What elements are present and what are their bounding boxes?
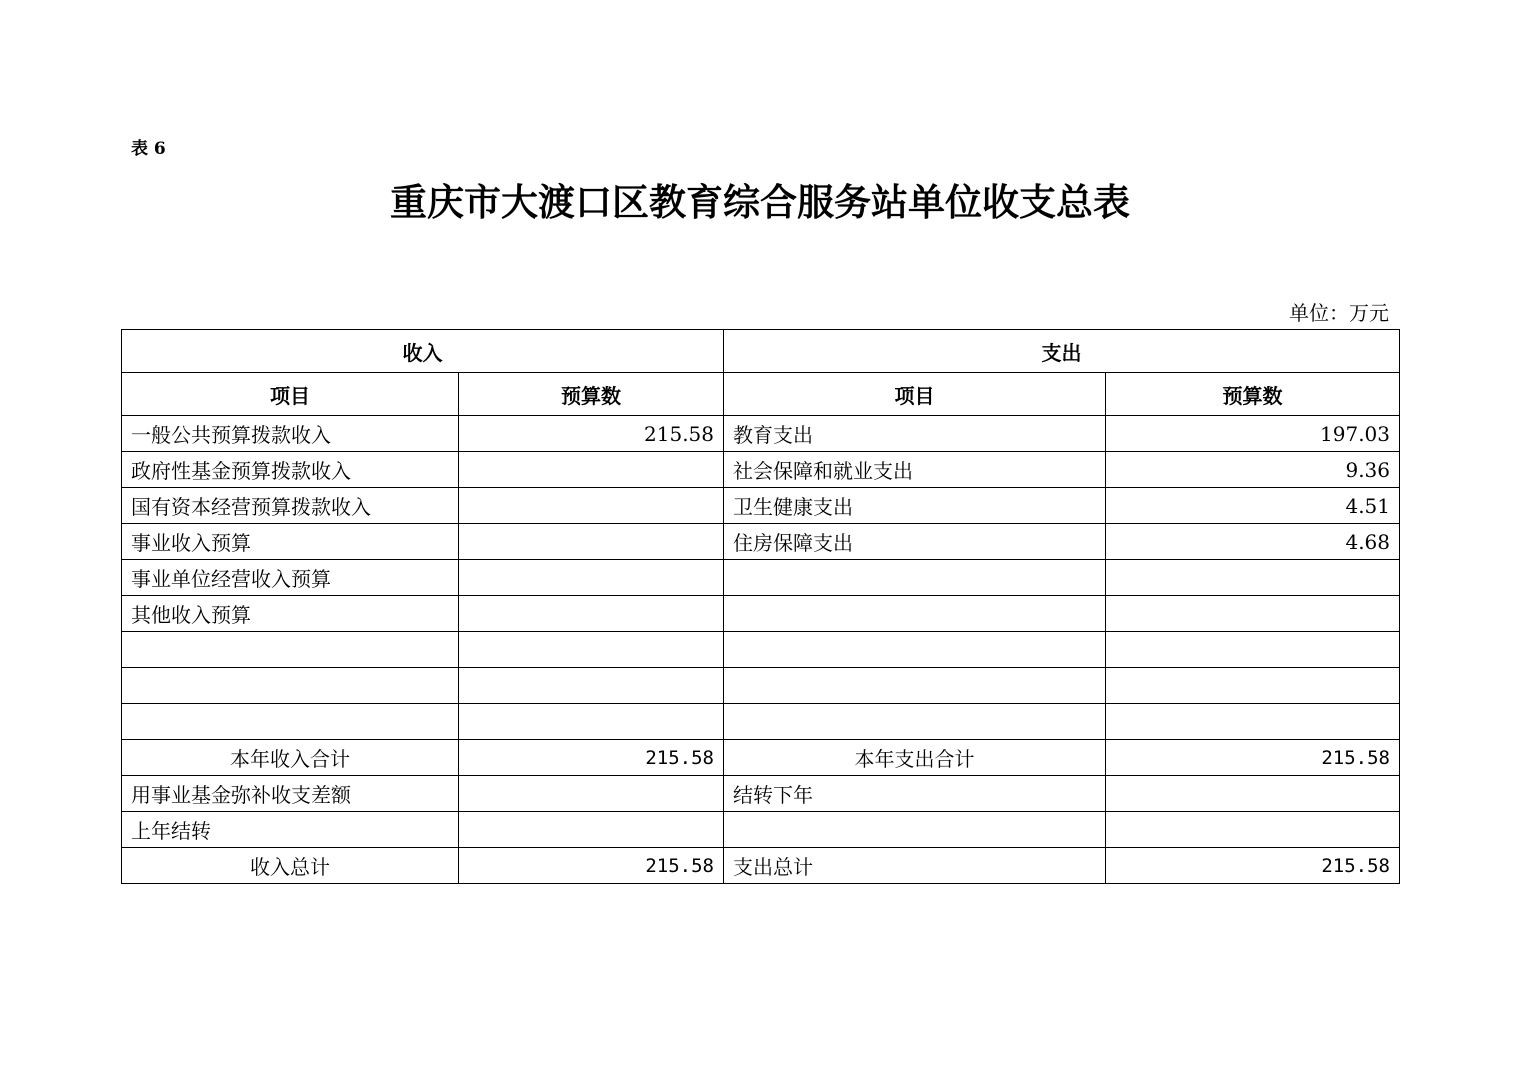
- expense-value-cell: [1106, 776, 1400, 812]
- income-value-cell: [459, 704, 724, 740]
- income-subtotal-label: 本年收入合计: [122, 740, 459, 776]
- expense-value-cell: 9.36: [1106, 452, 1400, 488]
- table-row: [122, 452, 1400, 488]
- income-value-cell: [459, 524, 724, 560]
- income-total-label: 收入总计: [122, 848, 459, 884]
- group-header-row: [122, 330, 1400, 373]
- page-title: 重庆市大渡口区教育综合服务站单位收支总表: [390, 181, 1130, 224]
- income-item-cell: 政府性基金预算拨款收入: [122, 452, 459, 488]
- unit-label: 单位：万元: [1289, 301, 1389, 325]
- income-item-cell: 国有资本经营预算拨款收入: [122, 488, 459, 524]
- income-value-cell: 215.58: [459, 416, 724, 452]
- expense-item-cell: [724, 812, 1106, 848]
- expense-item-cell: 住房保障支出: [724, 524, 1106, 560]
- table-row: [122, 704, 1400, 740]
- income-value-cell: [459, 812, 724, 848]
- income-item-cell: 其他收入预算: [122, 596, 459, 632]
- expense-total-label: 支出总计: [724, 848, 1106, 884]
- expense-value-cell: 4.51: [1106, 488, 1400, 524]
- expense-item-cell: 社会保障和就业支出: [724, 452, 1106, 488]
- table-row: [122, 668, 1400, 704]
- table-row: [122, 812, 1400, 848]
- table-row: [122, 776, 1400, 812]
- income-item-cell: [122, 704, 459, 740]
- income-item-cell: [122, 668, 459, 704]
- expense-subtotal-label: 本年支出合计: [724, 740, 1106, 776]
- budget-summary-table: [121, 329, 1400, 884]
- income-value-cell: [459, 776, 724, 812]
- expense-total-value: 215.58: [1106, 848, 1400, 884]
- expense-budget-header: 预算数: [1106, 373, 1400, 416]
- expense-item-cell: [724, 560, 1106, 596]
- expense-item-header: 项目: [724, 373, 1106, 416]
- table-row: [122, 560, 1400, 596]
- income-value-cell: [459, 668, 724, 704]
- income-item-cell: 上年结转: [122, 812, 459, 848]
- income-value-cell: [459, 596, 724, 632]
- income-item-cell: 事业单位经营收入预算: [122, 560, 459, 596]
- subtotal-row: [122, 740, 1400, 776]
- expense-value-cell: [1106, 596, 1400, 632]
- income-item-cell: 事业收入预算: [122, 524, 459, 560]
- expense-value-cell: 197.03: [1106, 416, 1400, 452]
- expense-item-cell: 教育支出: [724, 416, 1106, 452]
- income-value-cell: [459, 452, 724, 488]
- income-group-header: 收入: [122, 330, 724, 373]
- income-item-cell: 一般公共预算拨款收入: [122, 416, 459, 452]
- income-value-cell: [459, 488, 724, 524]
- expense-value-cell: [1106, 632, 1400, 668]
- income-item-cell: 用事业基金弥补收支差额: [122, 776, 459, 812]
- income-item-header: 项目: [122, 373, 459, 416]
- expense-item-cell: [724, 596, 1106, 632]
- expense-value-cell: [1106, 704, 1400, 740]
- column-header-row: [122, 373, 1400, 416]
- expense-item-cell: 卫生健康支出: [724, 488, 1106, 524]
- table-row: [122, 524, 1400, 560]
- table-row: [122, 488, 1400, 524]
- income-value-cell: [459, 560, 724, 596]
- expense-value-cell: 4.68: [1106, 524, 1400, 560]
- table-row: [122, 416, 1400, 452]
- expense-item-cell: 结转下年: [724, 776, 1106, 812]
- income-value-cell: [459, 632, 724, 668]
- expense-value-cell: [1106, 812, 1400, 848]
- expense-item-cell: [724, 632, 1106, 668]
- expense-value-cell: [1106, 668, 1400, 704]
- expense-subtotal-value: 215.58: [1106, 740, 1400, 776]
- expense-item-cell: [724, 668, 1106, 704]
- expense-value-cell: [1106, 560, 1400, 596]
- table-row: [122, 632, 1400, 668]
- table-number-label: 表 6: [131, 139, 166, 159]
- total-row: [122, 848, 1400, 884]
- table-row: [122, 596, 1400, 632]
- expense-item-cell: [724, 704, 1106, 740]
- income-budget-header: 预算数: [459, 373, 724, 416]
- income-subtotal-value: 215.58: [459, 740, 724, 776]
- income-total-value: 215.58: [459, 848, 724, 884]
- income-item-cell: [122, 632, 459, 668]
- expense-group-header: 支出: [724, 330, 1400, 373]
